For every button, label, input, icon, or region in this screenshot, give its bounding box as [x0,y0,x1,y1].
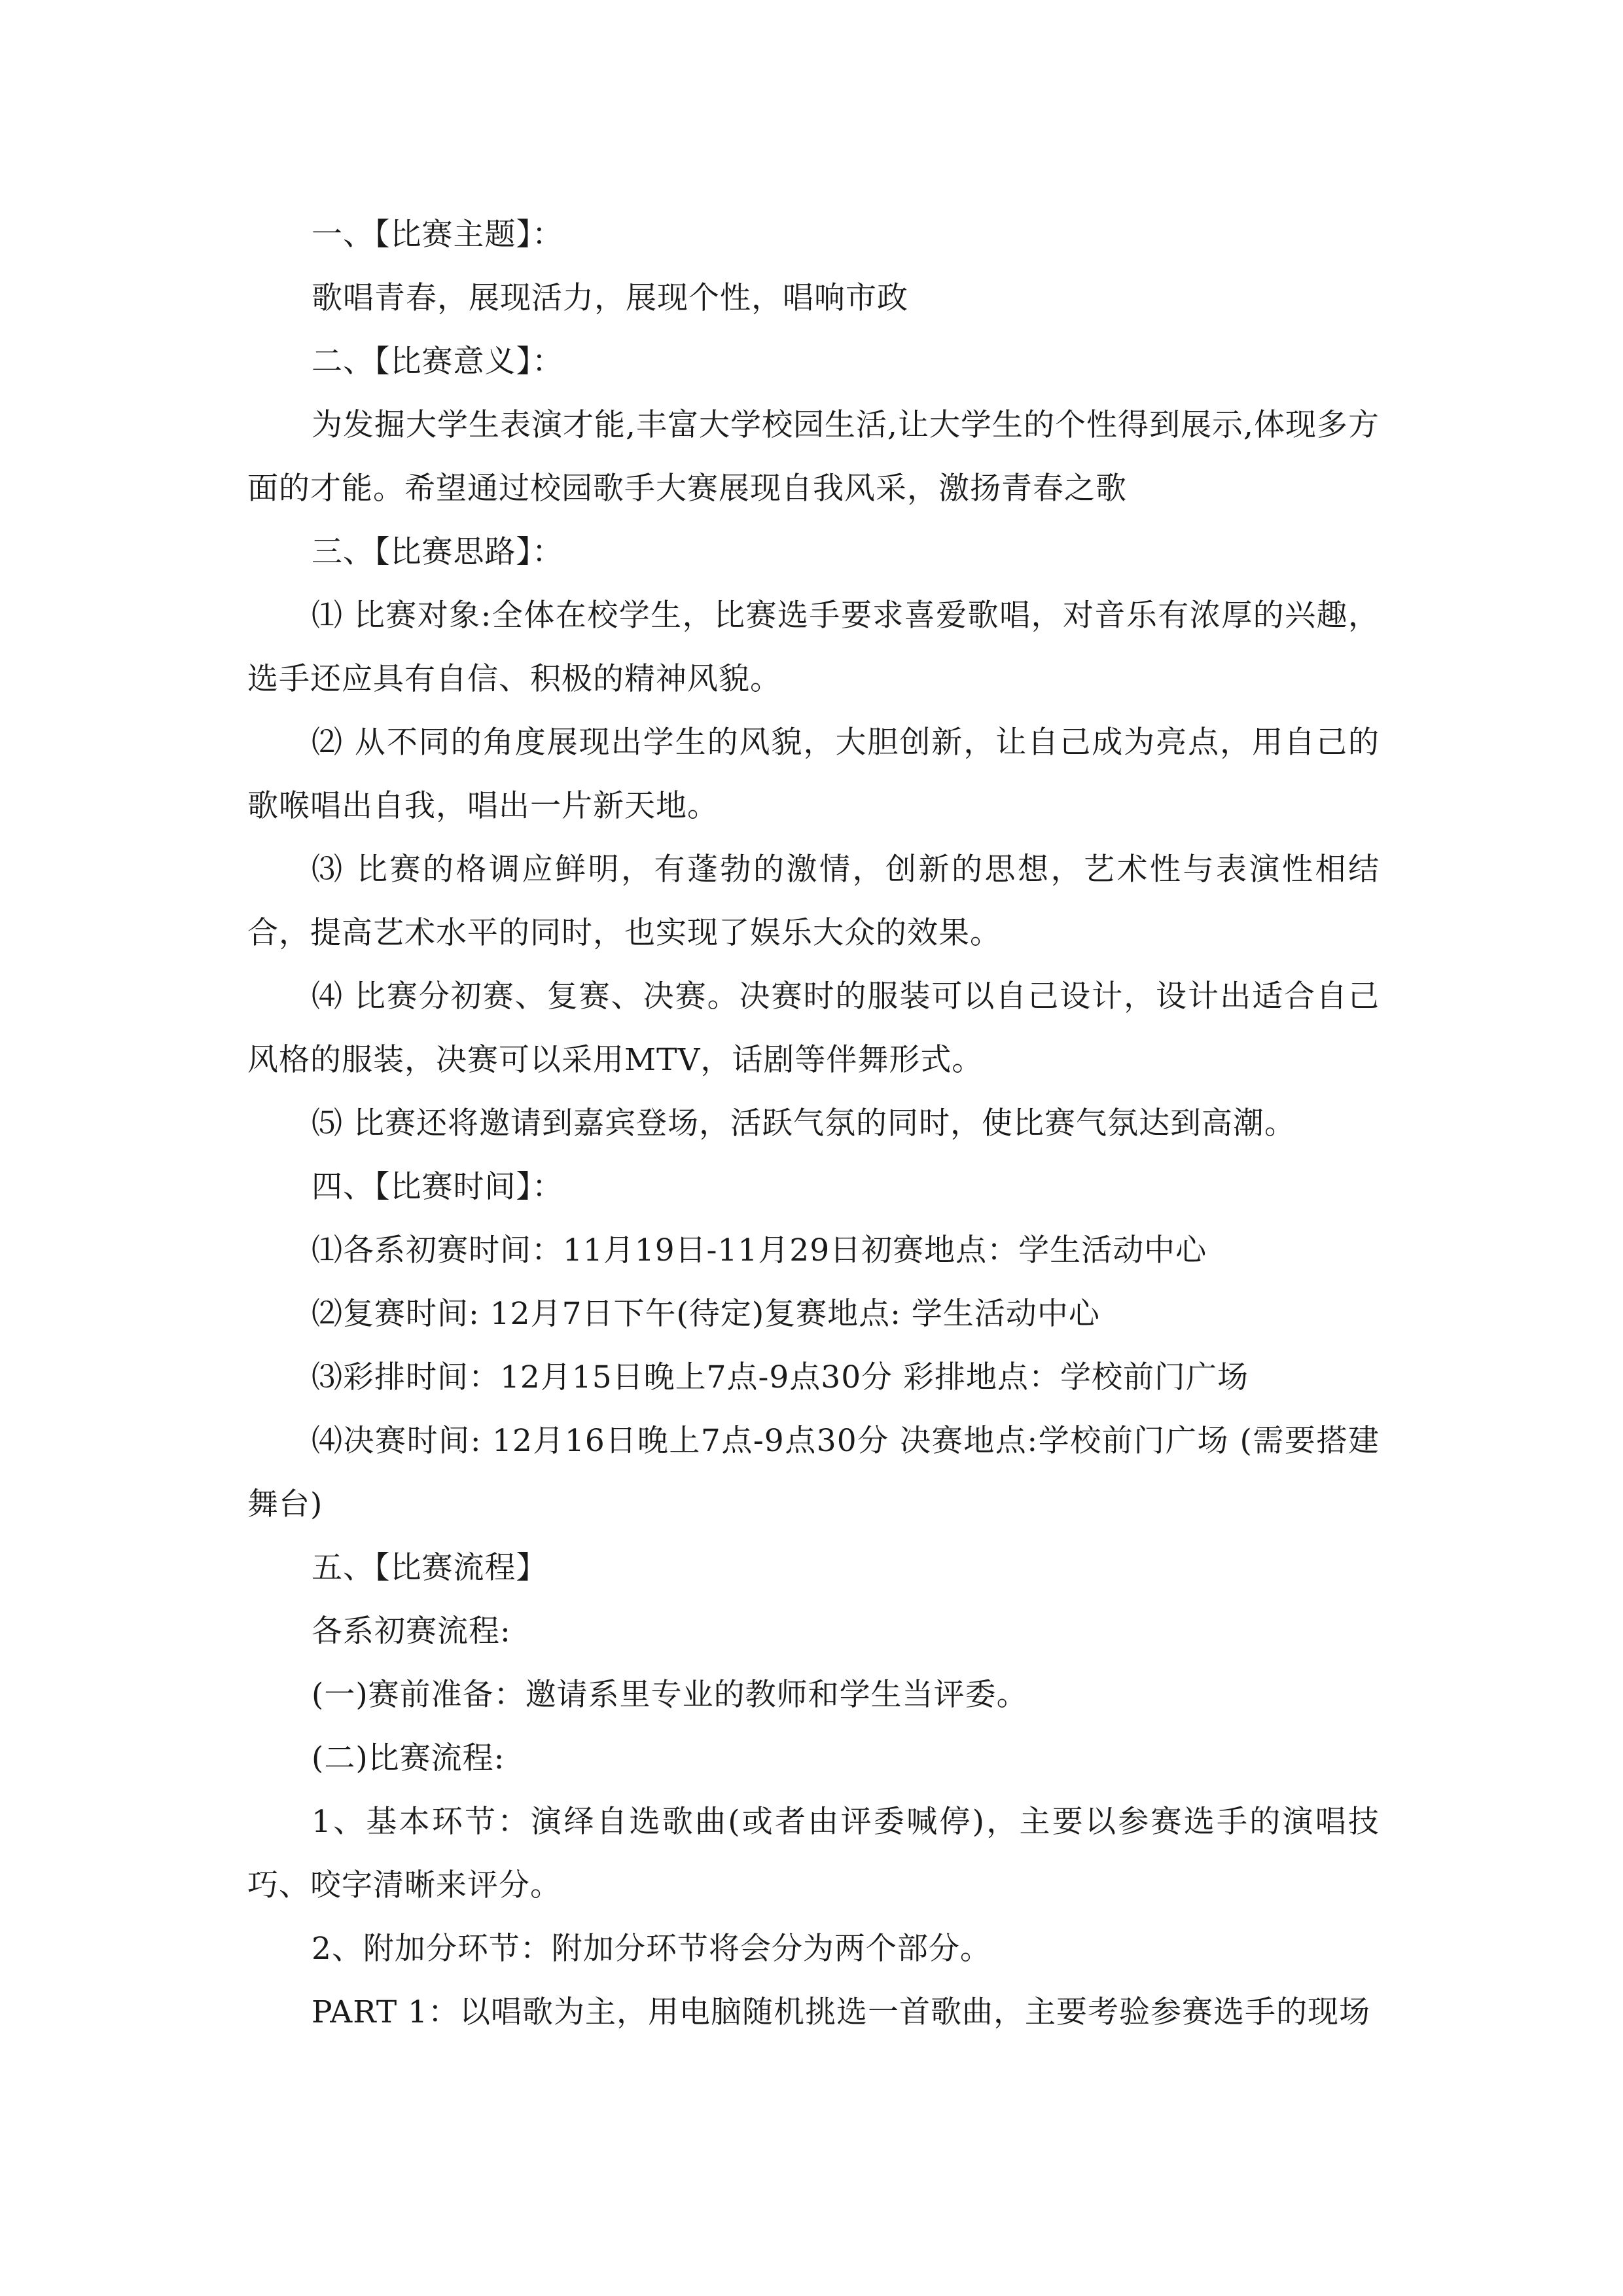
section-heading-significance: 二、【比赛意义】： [312,344,563,380]
section-heading-process: 五、【比赛流程】 [312,1550,548,1586]
paragraph-approach-1: ⑴ 比赛对象:全体在校学生，比赛选手要求喜爱歌唱，对音乐有浓厚的兴趣，选手还应具有自信、积极的精神风貌。 [247,598,1380,697]
section-heading-approach: 三、【比赛思路】： [312,534,563,570]
paragraph-significance: 为发掘大学生表演才能,丰富大学校园生活,让大学生的个性得到展示,体现多方面的才能。希望通过校园歌手大赛展现自我风采，激扬青春之歌 [247,407,1380,507]
paragraph-process-bonus: 2、附加分环节：附加分环节将会分为两个部分。 [312,1931,991,1967]
document-body [247,203,1380,2044]
paragraph-schedule-2: ⑵复赛时间: 12月7日下午(待定)复赛地点: 学生活动中心 [312,1296,1100,1332]
paragraph-process-basic: 1、基本环节：演绎自选歌曲(或者由评委喊停)，主要以参赛选手的演唱技巧、咬字清晰来评分。 [247,1804,1380,1903]
paragraph-approach-3: ⑶ 比赛的格调应鲜明，有蓬勃的激情，创新的思想，艺术性与表演性相结合，提高艺术水平的同时，也实现了娱乐大众的效果。 [247,852,1380,951]
paragraph-process-prep: (一)赛前准备：邀请系里专业的教师和学生当评委。 [312,1677,1028,1713]
section-heading-theme: 一、【比赛主题】： [312,217,563,253]
paragraph-approach-5: ⑸ 比赛还将邀请到嘉宾登场，活跃气氛的同时，使比赛气氛达到高潮。 [312,1105,1296,1141]
paragraph-schedule-4: ⑷决赛时间: 12月16日晚上7点-9点30分 决赛地点:学校前门广场 (需要搭建舞台) [247,1423,1380,1522]
paragraph-theme: 歌唱青春，展现活力，展现个性，唱响市政 [312,280,908,316]
paragraph-process-part1: PART 1：以唱歌为主，用电脑随机挑选一首歌曲，主要考验参赛选手的现场 [312,1994,1371,2030]
paragraph-schedule-3: ⑶彩排时间：12月15日晚上7点-9点30分 彩排地点：学校前门广场 [312,1359,1249,1395]
paragraph-process-intro: 各系初赛流程: [312,1613,511,1649]
paragraph-process-flow: (二)比赛流程: [312,1740,505,1776]
paragraph-approach-2: ⑵ 从不同的角度展现出学生的风貌，大胆创新，让自己成为亮点，用自己的歌喉唱出自我，唱出一片新天地。 [247,725,1380,824]
paragraph-schedule-1: ⑴各系初赛时间：11月19日-11月29日初赛地点：学生活动中心 [312,1232,1207,1268]
section-heading-schedule: 四、【比赛时间】： [312,1169,563,1205]
paragraph-approach-4: ⑷ 比赛分初赛、复赛、决赛。决赛时的服装可以自己设计，设计出适合自己风格的服装，决赛可以采用MTV，话剧等伴舞形式。 [247,978,1380,1078]
